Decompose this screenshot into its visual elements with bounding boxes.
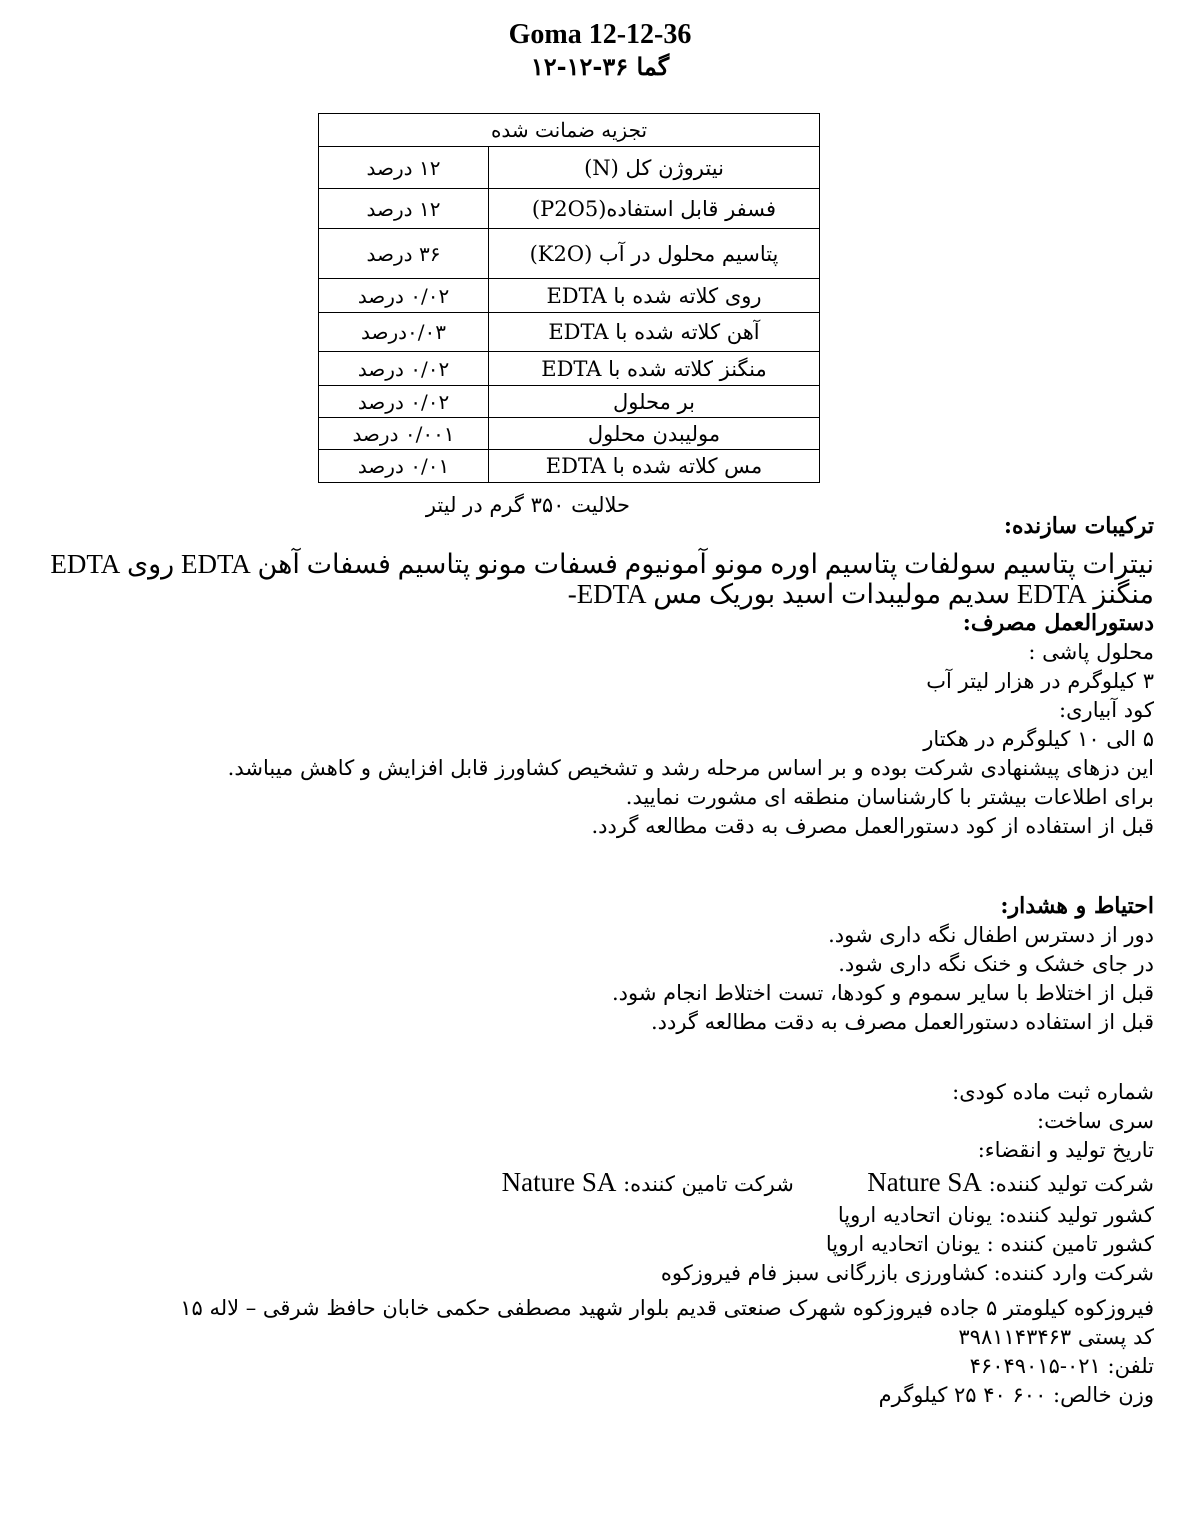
producer-name: Nature SA: [867, 1167, 982, 1197]
nutrient-value: ۳۶ درصد: [319, 229, 489, 279]
table-row: [319, 418, 820, 450]
nutrient-value: ۱۲ درصد: [319, 147, 489, 189]
usage-line: ۵ الی ۱۰ کیلوگرم در هکتار: [923, 727, 1154, 751]
warning-line: در جای خشک و خنک نگه داری شود.: [838, 952, 1154, 976]
importer: شرکت وارد کننده: کشاورزی بازرگانی سبز فام فیروزکوه: [660, 1261, 1154, 1285]
usage-line: قبل از استفاده از کود دستورالعمل مصرف به دقت مطالعه گردد.: [591, 814, 1154, 838]
nutrient-value: ۰/۰۲ درصد: [319, 386, 489, 418]
composition-section: [14, 512, 1154, 841]
table-row: [319, 386, 820, 418]
composition-line-1: نیترات پتاسیم سولفات پتاسیم اوره مونو آمونیوم فسفات مونو پتاسیم فسفات آهن EDTA روی EDTA: [50, 549, 1154, 579]
production-expiry-date: تاریخ تولید و انقضاء:: [977, 1138, 1154, 1162]
registration-section: [14, 1078, 1154, 1410]
usage-line: برای اطلاعات بیشتر با کارشناسان منطقه ای مشورت نمایید.: [625, 785, 1154, 809]
nutrient-value: ۰/۰۱ درصد: [319, 450, 489, 483]
table-row: [319, 189, 820, 229]
nutrient-name: مولیبدن محلول: [489, 418, 820, 450]
supplier-name: Nature SA: [501, 1167, 617, 1197]
postal-code: کد پستی ۳۹۸۱۱۴۳۴۶۳: [958, 1325, 1154, 1349]
solubility-note: حلالیت ۳۵۰ گرم در لیتر: [425, 493, 630, 517]
nutrient-value: ۱۲ درصد: [319, 189, 489, 229]
table-row: [319, 229, 820, 279]
nutrient-value: ۰/۰۰۱ درصد: [319, 418, 489, 450]
usage-line: این دزهای پیشنهادی شرکت بوده و بر اساس مرحله رشد و تشخیص کشاورز قابل افزایش و کاهش میباشد.: [227, 756, 1154, 780]
net-weight: وزن خالص: ۶۰۰ ۴۰ ۲۵ کیلوگرم: [878, 1383, 1154, 1407]
table-title: تجزیه ضمانت شده: [319, 114, 820, 147]
nutrient-value: ۰/۰۲ درصد: [319, 279, 489, 313]
table-row: [319, 450, 820, 483]
usage-heading: دستورالعمل مصرف:: [962, 610, 1154, 636]
nutrient-name: فسفر قابل استفاده(P2O5): [489, 189, 820, 229]
nutrient-name: پتاسیم محلول در آب (K2O): [489, 229, 820, 279]
nutrient-value: ۰/۰۳درصد: [319, 313, 489, 352]
table-row: [319, 352, 820, 386]
table-row: [319, 147, 820, 189]
address: فیروزکوه کیلومتر ۵ جاده فیروزکوه شهرک صنعتی قدیم بلوار شهید مصطفی حکمی خابان حافظ شرقی – لاله ۱۵: [180, 1296, 1154, 1320]
nutrient-name: مس کلاته شده با EDTA: [489, 450, 820, 483]
usage-line: ۳ کیلوگرم در هزار لیتر آب: [926, 669, 1154, 693]
nutrient-name: آهن کلاته شده با EDTA: [489, 313, 820, 352]
composition-heading: ترکیبات سازنده:: [1003, 513, 1154, 539]
registration-number: شماره ثبت ماده کودی:: [952, 1080, 1154, 1104]
producer-country: کشور تولید کننده: یونان اتحادیه اروپا: [837, 1203, 1154, 1227]
batch-number: سری ساخت:: [1037, 1109, 1154, 1133]
warning-line: قبل از اختلاط با سایر سموم و کودها، تست اختلاط انجام شود.: [611, 981, 1154, 1005]
nutrient-name: منگنز کلاته شده با EDTA: [489, 352, 820, 386]
nutrient-name: بر محلول: [489, 386, 820, 418]
producer-supplier-row: [14, 1165, 1154, 1201]
supplier-country: کشور تامین کننده : یونان اتحادیه اروپا: [825, 1232, 1154, 1256]
phone: تلفن: ۰۲۱-۴۶۰۴۹۰۱۵: [969, 1354, 1154, 1378]
usage-line: محلول پاشی :: [1028, 640, 1154, 664]
nutrient-value: ۰/۰۲ درصد: [319, 352, 489, 386]
producer-label: شرکت تولید کننده:: [988, 1172, 1154, 1196]
nutrient-name: نیتروژن کل (N): [489, 147, 820, 189]
product-title-fa: گما ۳۶-۱۲-۱۲: [530, 52, 670, 81]
usage-line: کود آبیاری:: [1059, 698, 1154, 722]
warnings-section: [14, 892, 1154, 1037]
warning-line: دور از دسترس اطفال نگه داری شود.: [828, 923, 1154, 947]
warning-line: قبل از استفاده دستورالعمل مصرف به دقت مطالعه گردد.: [650, 1010, 1154, 1034]
composition-line-2: منگنز EDTA سدیم مولیبدات اسید بوریک مس EDTA-: [567, 579, 1154, 609]
table-row: [319, 279, 820, 313]
warnings-heading: احتیاط و هشدار:: [1000, 893, 1154, 919]
nutrient-name: روی کلاته شده با EDTA: [489, 279, 820, 313]
supplier-label: شرکت تامین کننده:: [623, 1172, 794, 1196]
title-block: [0, 18, 1200, 82]
product-title-en: Goma 12-12-36: [508, 19, 692, 50]
guaranteed-analysis-table: [318, 113, 820, 483]
table-row: [319, 313, 820, 352]
